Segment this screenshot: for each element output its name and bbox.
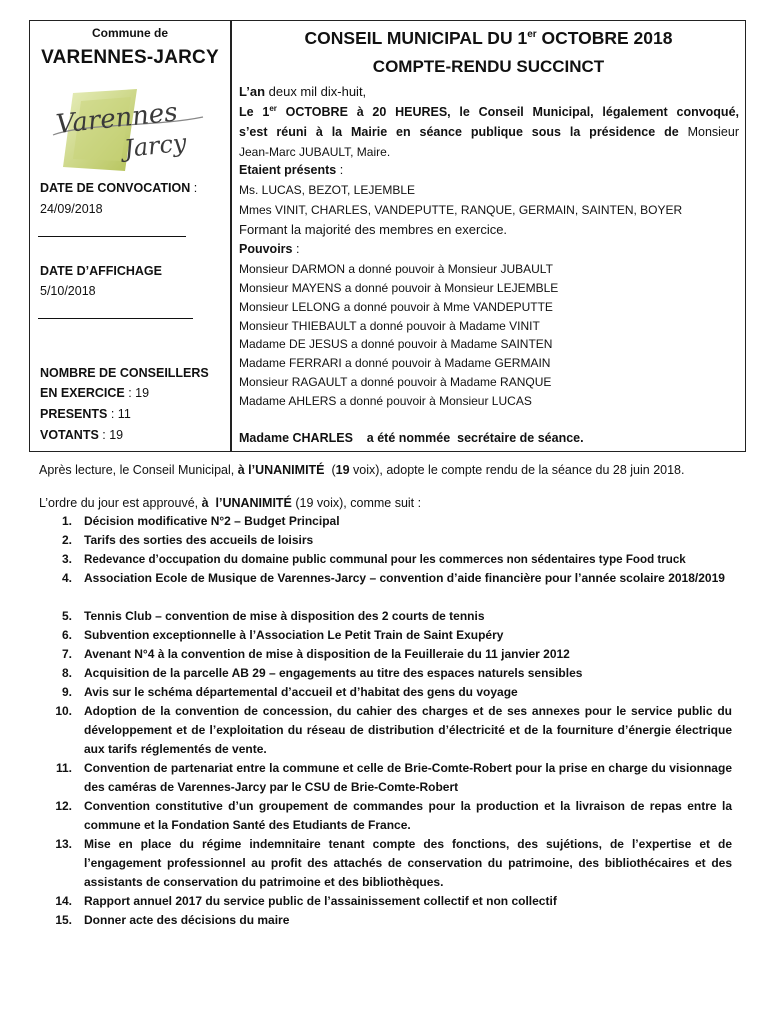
lecture-paren: ( [324,463,336,477]
pouvoirs-colon: : [292,242,300,256]
presidence-bold: s’est réuni à la Mairie en séance publique sous la présidence de [239,125,679,139]
maire-line: Jean-Marc JUBAULT, Maire. [239,145,391,159]
lecture-unanimite: à l’UNANIMITÉ [237,463,325,477]
commune-name: VARENNES-JARCY [41,47,219,68]
ordre-text: L’ordre du jour est approuvé, [39,496,202,510]
agenda-number: 2. [61,533,72,547]
ordre-paragraph [39,496,421,510]
agenda-text: Acquisition de la parcelle AB 29 – engagements au titre des espaces naturels sensibles [84,666,583,680]
presents-value: : 11 [107,407,131,421]
agenda-text: Tarifs des sorties des accueils de loisirs [84,533,314,547]
title-text-end: OCTOBRE 2018 [536,28,673,48]
commune-logo [45,87,210,175]
agenda-text: Convention constitutive d’un groupement de commandes pour la production et la livraison de repas entre la commune et la Fondation Santé des Etudiants de France. [84,799,732,832]
pouvoir-item: Madame FERRARI a donné pouvoir à Madame GERMAIN [239,356,551,370]
agenda-text: Décision modificative N°2 – Budget Principal [84,514,340,528]
commune-label: Commune de [91,26,168,40]
presents-ms: Ms. LUCAS, BEZOT, LEJEMBLE [239,183,416,197]
ordre-unanimite: à l’UNANIMITÉ [201,496,292,510]
presidence-rest: Monsieur [678,125,739,139]
agenda-number: 13. [55,837,72,851]
svg-text:Jarcy: Jarcy [122,128,188,163]
agenda-number: 4. [61,571,72,585]
pouvoirs-heading [239,242,299,256]
session-superscript: er [269,104,277,113]
title-text: CONSEIL MUNICIPAL DU 1 [304,28,528,48]
pouvoir-item: Monsieur DARMON a donné pouvoir à Monsieur JUBAULT [239,262,553,276]
agenda-text: Donner acte des décisions du maire [84,913,290,927]
presents-colon: : [336,163,344,177]
presents-row [40,407,131,421]
conseillers-label: NOMBRE DE CONSEILLERS [40,366,209,380]
presents-mmes: Mmes VINIT, CHARLES, VANDEPUTTE, RANQUE, GERMAIN, SAINTEN, BOYER [239,203,683,217]
exercice-value: : 19 [124,386,150,400]
agenda-number: 5. [61,609,72,623]
exercice-row [40,386,149,400]
intro-rest: deux mil dix-huit, [265,84,367,99]
lecture-votes: 19 [335,463,350,477]
agenda-text: Avenant N°4 à la convention de mise à disposition de la Feuilleraie du 11 janvier 2012 [84,647,570,661]
agenda-number: 12. [55,799,72,813]
votants-row [40,428,123,442]
pouvoir-item: Monsieur THIEBAULT a donné pouvoir à Madame VINIT [239,319,540,333]
presidence-line [239,125,739,139]
agenda-number: 11. [55,761,72,775]
pouvoir-item: Monsieur RAGAULT a donné pouvoir à Madame RANQUE [239,375,552,389]
agenda-number: 1. [61,514,72,528]
agenda-text: Adoption de la convention de concession, du cahier des charges et de ses annexes pour le service public du développement et de l’exploitation du réseau de distribution d’électricité et de la fourniture d’énergie électrique aux tarifs réglementés de vente. [84,704,732,756]
ordre-text-end: (19 voix), comme suit : [291,496,422,510]
majorite-line: Formant la majorité des membres en exercice. [239,222,508,237]
intro-line [239,84,366,99]
agenda-number: 3. [61,552,72,566]
votants-label: VOTANTS [40,428,99,442]
pouvoir-item: Madame AHLERS a donné pouvoir à Monsieur LUCAS [239,394,532,408]
page-subtitle: COMPTE-RENDU SUCCINCT [372,57,605,76]
affichage-date: 5/10/2018 [40,284,96,298]
agenda-text: Rapport annuel 2017 du service public de l’assainissement collectif et non collectif [84,894,557,908]
agenda-number: 15. [55,913,72,927]
intro-bold: L’an [239,84,266,99]
affichage-label: DATE D’AFFICHAGE [40,264,162,278]
lecture-paragraph [39,463,684,477]
session-day: 1 [262,105,270,119]
agenda-number: 9. [61,685,72,699]
session-line [239,104,739,119]
pouvoir-item: Madame DE JESUS a donné pouvoir à Madame SAINTEN [239,337,553,351]
presents-heading [239,163,343,177]
secretaire-line: Madame CHARLES a été nommée secrétaire de séance. [239,431,584,445]
agenda-number: 6. [61,628,72,642]
divider-line [38,318,193,319]
convocation-separator: : [190,181,198,195]
title-superscript: er [527,29,537,40]
presents-title: Etaient présents [239,163,337,177]
agenda-text: Tennis Club – convention de mise à disposition des 2 courts de tennis [84,609,485,623]
agenda-number: 8. [61,666,72,680]
convocation-label-row [40,181,197,195]
logo-graphic [45,87,210,175]
agenda-text: Redevance d’occupation du domaine public communal pour les commerces non sédentaires type Food truck [84,553,686,566]
agenda-text: Subvention exceptionnelle à l’Association Le Petit Train de Saint Exupéry [84,628,504,642]
pouvoirs-title: Pouvoirs [239,242,293,256]
agenda-text: Convention de partenariat entre la commune et celle de Brie-Comte-Robert pour la prise en charge du visionnage des caméras de Varennes-Jarcy par le CSU de Brie-Comte-Robert [84,761,732,794]
agenda-number: 7. [61,647,72,661]
convocation-label: DATE DE CONVOCATION [40,181,191,195]
convocation-date: 24/09/2018 [40,202,103,216]
session-text-a: Le [239,105,263,119]
divider-line [38,236,186,237]
presents-label: PRESENTS [40,407,108,421]
agenda-text: Mise en place du régime indemnitaire tenant compte des fonctions, des sujétions, de l’expertise et de l’engagement professionnel au profit des attachés de conservation du patrimoine, des bibliothécaires et des assistants de conservation du patrimoine et des bibliothèques. [84,837,732,889]
svg-text:Varennes: Varennes [54,97,180,140]
agenda-number: 10. [55,704,72,718]
agenda-number: 14. [55,894,72,908]
session-text-b: OCTOBRE à 20 HEURES, le Conseil Municipal, légalement convoqué, [276,105,739,119]
exercice-label: EN EXERCICE [40,386,125,400]
pouvoir-item: Monsieur MAYENS a donné pouvoir à Monsieur LEJEMBLE [239,281,559,295]
agenda-text: Avis sur le schéma départemental d’accueil et d’habitat des gens du voyage [84,685,518,699]
votants-value: : 19 [98,428,124,442]
page-title [231,28,746,49]
pouvoir-item: Monsieur LELONG a donné pouvoir à Mme VANDEPUTTE [239,300,553,314]
agenda-text: Association Ecole de Musique de Varennes-Jarcy – convention d’aide financière pour l’année scolaire 2018/2019 [84,571,725,585]
lecture-text-end: voix), adopte le compte rendu de la séance du 28 juin 2018. [349,463,685,477]
lecture-text: Après lecture, le Conseil Municipal, [39,463,238,477]
